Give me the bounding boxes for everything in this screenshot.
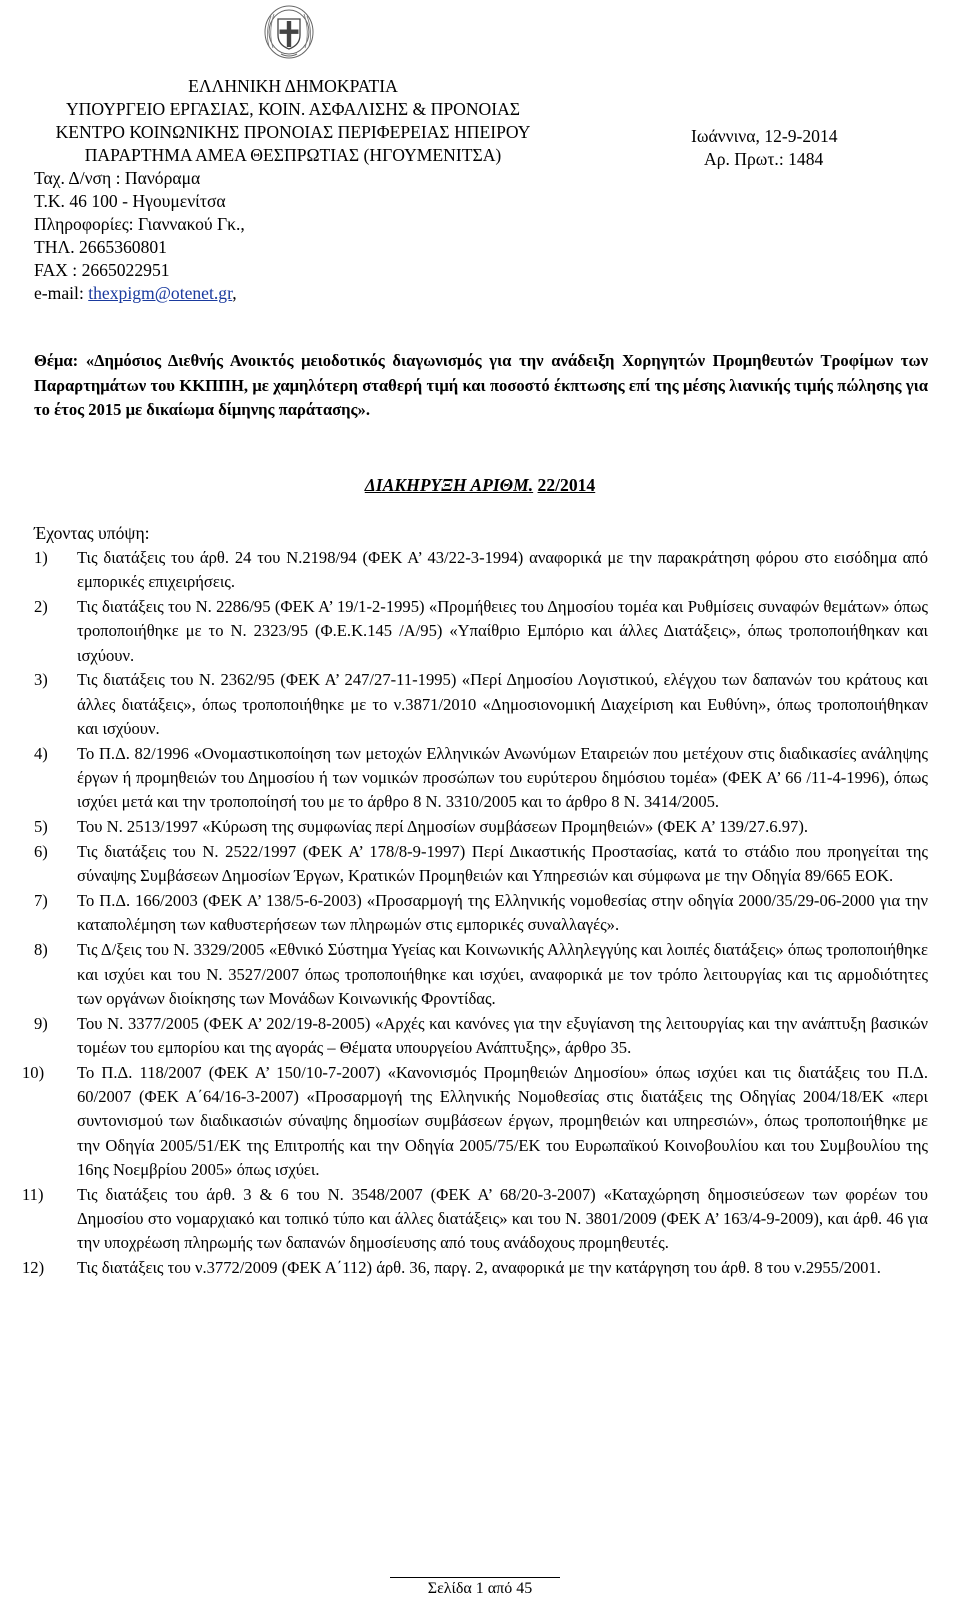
- item-text: Του Ν. 2513/1997 «Κύρωση της συμφωνίας περί Δημοσίων συμβάσεων Προμηθειών» (ΦΕΚ Α’ 139/27.6.97).: [77, 817, 809, 837]
- considerations-list: [22, 546, 928, 1281]
- having-in-mind-label: Έχοντας υπόψη:: [34, 523, 150, 543]
- item-text: Τις διατάξεις του Ν. 2522/1997 (ΦΕΚ Α’ 178/8-9-1997) Περί Δικαστικής Προστασίας, κατά το στάδιο που προηγείται της σύναψης Συμβάσεων Δημοσίων Έργων, Κρατικών Προμηθειών και Υπηρεσιών και σύμφωνα με την Οδηγία 89/665 ΕΟΚ.: [77, 842, 928, 886]
- list-item: [34, 815, 928, 839]
- footer-divider: [390, 1577, 560, 1578]
- item-number: 7): [34, 891, 48, 911]
- contact-info: Πληροφορίες: Γιαννακού Γκ.,: [34, 214, 245, 234]
- center-title: ΚΕΝΤΡΟ ΚΟΙΝΩΝΙΚΗΣ ΠΡΟΝΟΙΑΣ ΠΕΡΙΦΕΡΕΙΑΣ ΗΠΕΙΡΟΥ: [55, 122, 531, 142]
- list-item: [34, 840, 928, 889]
- item-number: 11): [22, 1184, 44, 1204]
- declaration-title: [0, 474, 960, 496]
- item-number: 6): [34, 842, 48, 862]
- list-item: [34, 889, 928, 938]
- item-text: Τις διατάξεις του άρθ. 24 του Ν.2198/94 (ΦΕΚ Α’ 43/22-3-1994) αναφορικά με την παρακράτηση φόρου στο εισόδημα από εμπορικές επιχειρήσεις.: [77, 548, 928, 592]
- postal-code: Τ.Κ. 46 100 - Ηγουμενίτσα: [34, 191, 226, 211]
- page-number: Σελίδα 1 από 45: [427, 1580, 533, 1597]
- greek-emblem-icon: [263, 2, 315, 60]
- item-text: Τις διατάξεις του Ν. 2286/95 (ΦΕΚ Α’ 19/1-2-1995) «Προμήθειες του Δημοσίου τομέα και Ρυθμίσεις συναφών θεμάτων» όπως τροποποιήθηκε με το Ν. 2323/95 (Φ.Ε.Κ.145 /Α/95) «Υπαίθριο Εμπόριο και άλλες Διατάξεις», όπως τροποποιήθηκαν και ισχύουν.: [77, 597, 928, 665]
- subject-paragraph: Θέμα: «Δημόσιος Διεθνής Ανοικτός μειοδοτικός διαγωνισμός για την ανάδειξη Χορηγητών Προμηθευτών Τροφίμων των Παραρτημάτων του ΚΚΠΠΗ, με χαμηλότερη σταθερή τιμή και ποσοστό έκπτωσης επί της μέσης λιανικής τιμής πώλησης για το έτος 2015 με δικαίωμα δίμηνης παράτασης».: [34, 351, 928, 419]
- list-item: [22, 1183, 928, 1256]
- fax-number: FAX : 2665022951: [34, 260, 170, 280]
- postal-address: Ταχ. Δ/νση : Πανόραμα: [34, 168, 201, 188]
- list-item: [22, 1061, 928, 1182]
- email-line: [34, 282, 237, 304]
- place-date: Ιωάννινα, 12-9-2014: [691, 126, 838, 146]
- republic-title: ΕΛΛΗΝΙΚΗ ΔΗΜΟΚΡΑΤΙΑ: [188, 76, 398, 96]
- item-number: 3): [34, 670, 48, 690]
- item-text: Το Π.Δ. 118/2007 (ΦΕΚ Α’ 150/10-7-2007) «Κανονισμός Προμηθειών Δημοσίου» όπως ισχύει και τις διατάξεις του Π.Δ. 60/2007 (ΦΕΚ Α΄64/16-3-2007) «Προσαρμογή της Ελληνικής Νομοθεσίας στις διατάξεις της Οδηγίας 2004/18/ΕΚ «περι συντονισμού των διαδικασιών σύναψης δημοσίων συμβάσεων έργων, προμηθειών και υπηρεσιών», όπως τροποποιήθηκε με την Οδηγία 2005/51/ΕΚ της Επιτροπής και την Οδηγία 2005/75/ΕΚ του Ευρωπαϊκού Κοινοβουλίου και του Συμβουλίου της 16ης Νοεμβρίου 2005» όπως ισχύει.: [77, 1062, 928, 1179]
- email-link[interactable]: thexpigm@otenet.gr: [88, 283, 233, 303]
- list-item: [34, 1012, 928, 1061]
- list-item: [34, 742, 928, 815]
- item-number: 12): [22, 1258, 45, 1278]
- list-item: [34, 595, 928, 668]
- item-number: 8): [34, 940, 48, 960]
- item-number: 1): [34, 548, 48, 567]
- email-label: e-mail:: [34, 283, 89, 303]
- declaration-label: ΔΙΑΚΗΡΥΞΗ ΑΡΙΘΜ.: [364, 475, 534, 495]
- declaration-number: 22/2014: [537, 475, 596, 495]
- email-suffix: ,: [232, 283, 237, 303]
- list-item: [22, 1256, 928, 1280]
- branch-title: ΠΑΡΑΡΤΗΜΑ ΑΜΕΑ ΘΕΣΠΡΩΤΙΑΣ (ΗΓΟΥΜΕΝΙΤΣΑ): [84, 145, 502, 165]
- item-number: 9): [34, 1013, 48, 1033]
- item-text: Του Ν. 3377/2005 (ΦΕΚ Α’ 202/19-8-2005) «Αρχές και κανόνες για την εξυγίανση της λειτουργίας και την ανάπτυξη βασικών τομέων του εμπορίου και της αγοράς – Θέματα υπουργείου Ανάπτυξης», άρθρο 35.: [77, 1013, 928, 1057]
- item-number: 2): [34, 597, 48, 617]
- item-text: Τις διατάξεις του άρθ. 3 & 6 του Ν. 3548/2007 (ΦΕΚ Α’ 68/20-3-2007) «Καταχώρηση δημοσιεύσεων των φορέων του Δημοσίου στο νομαρχιακό και τοπικό τύπο και άλλες διατάξεις» και του Ν. 3801/2009 (ΦΕΚ Α’ 163/4-9-2009), και άρθ. 46 για την υποχρέωση πληρωμής των δαπανών δημοσίευσης από τους ανάδοχους προμηθευτές.: [77, 1184, 928, 1253]
- item-number: 10): [22, 1062, 45, 1082]
- phone-number: ΤΗΛ. 2665360801: [34, 237, 167, 257]
- list-item: [34, 938, 928, 1011]
- ministry-title: ΥΠΟΥΡΓΕΙΟ ΕΡΓΑΣΙΑΣ, ΚΟΙΝ. ΑΣΦΑΛΙΣΗΣ & ΠΡΟΝΟΙΑΣ: [65, 99, 521, 119]
- list-item: [34, 668, 928, 741]
- list-item: [34, 546, 928, 595]
- item-number: 5): [34, 817, 48, 837]
- item-text: Τις Δ/ξεις του Ν. 3329/2005 «Εθνικό Σύστημα Υγείας και Κοινωνικής Αλληλεγγύης και λοιπές διατάξεις» όπως τροποποιήθηκε και ισχύει και του Ν. 3527/2007 όπως τροποποιήθηκε και ισχύει, αναφορικά με τον τρόπο λειτουργίας και τις αρμοδιότητες των οργάνων διοίκησης των Μονάδων Κοινωνικής Φροντίδας.: [77, 940, 928, 1008]
- protocol-number: Αρ. Πρωτ.: 1484: [704, 149, 824, 169]
- item-text: Το Π.Δ. 82/1996 «Ονομαστικοποίηση των μετοχών Ελληνικών Ανωνύμων Εταιρειών που μετέχουν στις διαδικασίες ανάληψης έργων ή προμηθειών του Δημοσίου ή των νομικών προσώπων του ευρύτερου δημόσιου τομέα» (ΦΕΚ Α’ 66 /11-4-1996), όπως ισχύει μετά και την τροποποίησή του με το άρθρο 8 Ν. 3310/2005 και το άρθρο 8 Ν. 3414/2005.: [77, 743, 928, 812]
- item-text: Τις διατάξεις του Ν. 2362/95 (ΦΕΚ Α’ 247/27-11-1995) «Περί Δημοσίου Λογιστικού, ελέγχου των δαπανών του κράτους και άλλες διατάξεις», όπως τροποποιήθηκε με το ν.3871/2010 «Δημοσιονομική Διαχείριση και Ευθύνη», όπως τροποποιήθηκαν και ισχύουν.: [77, 670, 928, 739]
- item-text: Το Π.Δ. 166/2003 (ΦΕΚ Α’ 138/5-6-2003) «Προσαρμογή της Ελληνικής νομοθεσίας στην οδηγία 2000/35/29-06-2000 για την καταπολέμηση των καθυστερήσεων των πληρωμών στις εμπορικές συναλλαγές».: [77, 891, 928, 935]
- item-text: Τις διατάξεις του ν.3772/2009 (ΦΕΚ Α΄112) άρθ. 36, παργ. 2, αναφορικά με την κατάργηση του άρθ. 8 του ν.2955/2001.: [77, 1258, 881, 1278]
- item-number: 4): [34, 743, 48, 763]
